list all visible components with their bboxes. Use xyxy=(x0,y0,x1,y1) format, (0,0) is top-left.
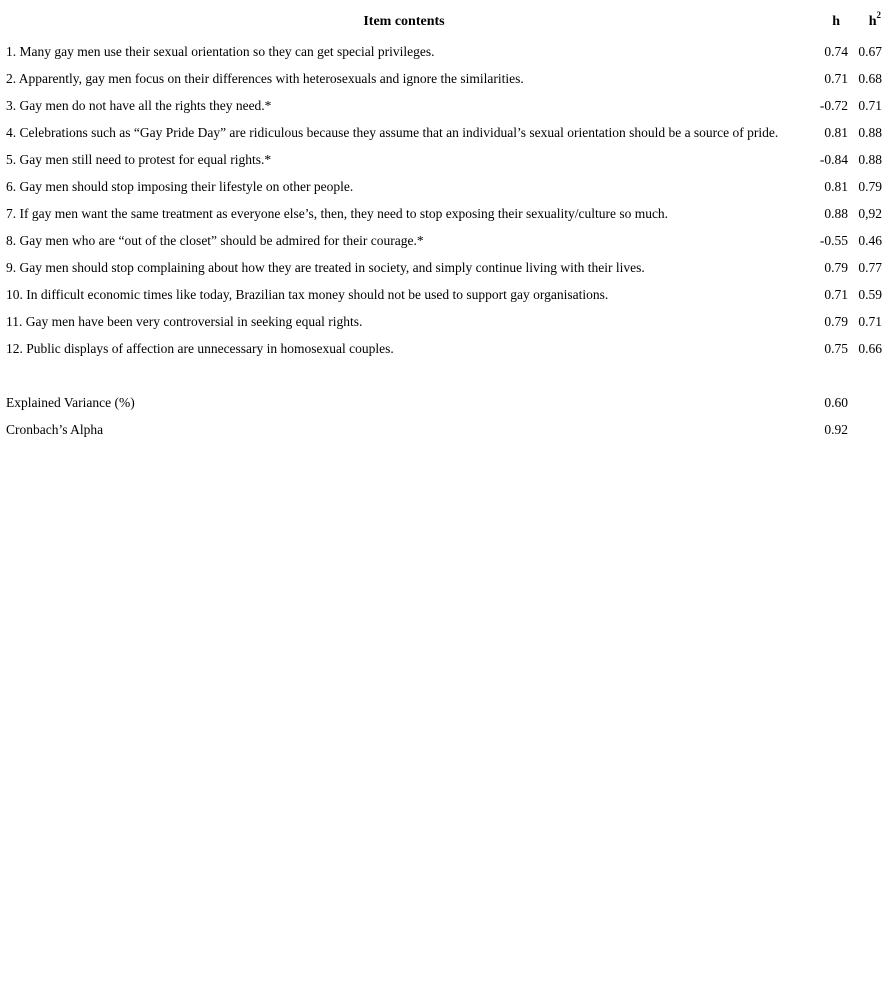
item-h2-value: 0.88 xyxy=(858,152,882,167)
item-text: 2. Apparently, gay men focus on their differences with heterosexuals and ignore the similarities. xyxy=(6,71,524,86)
item-h2-value: 0.77 xyxy=(858,260,882,275)
item-text: 1. Many gay men use their sexual orientation so they can get special privileges. xyxy=(6,44,435,59)
item-h-value: 0.81 xyxy=(824,179,848,194)
item-text: 9. Gay men should stop complaining about how they are treated in society, and simply continue living with their lives. xyxy=(6,260,645,275)
table-row xyxy=(6,92,882,119)
item-h-value: 0.71 xyxy=(824,71,848,86)
item-text: 7. If gay men want the same treatment as everyone else’s, then, they need to stop exposing their sexuality/culture so much. xyxy=(6,206,669,221)
h-column-header xyxy=(802,8,848,38)
item-h2-value: 0.71 xyxy=(858,314,882,329)
item-text: 12. Public displays of affection are unnecessary in homosexual couples. xyxy=(6,341,394,356)
table-row xyxy=(6,200,882,227)
item-contents-column-header: Item contents xyxy=(363,14,445,29)
stat-value: 0.60 xyxy=(824,395,848,410)
item-h2-value: 0.79 xyxy=(858,179,882,194)
item-h-value: -0.55 xyxy=(819,233,848,248)
item-h2-value: 0,92 xyxy=(858,206,882,221)
table-row xyxy=(6,308,882,335)
stat-label: Cronbach’s Alpha xyxy=(6,422,104,437)
item-h-value: 0.88 xyxy=(824,206,848,221)
item-text: 3. Gay men do not have all the rights they need.* xyxy=(6,98,272,113)
item-h-value: 0.74 xyxy=(824,44,848,59)
stat-label: Explained Variance (%) xyxy=(6,395,135,410)
table-row xyxy=(6,119,882,146)
h-squared-superscript: 2 xyxy=(876,10,881,21)
item-h-value: -0.72 xyxy=(819,98,848,113)
item-h-value: 0.81 xyxy=(824,125,848,140)
table-row xyxy=(6,38,882,65)
item-h-value: 0.71 xyxy=(824,287,848,302)
stat-row xyxy=(6,416,882,443)
item-h2-value: 0.59 xyxy=(858,287,882,302)
table-row xyxy=(6,281,882,308)
h-squared-base-label: h xyxy=(868,14,877,29)
table-row xyxy=(6,254,882,281)
stat-empty-cell xyxy=(848,416,882,443)
item-h2-value: 0.68 xyxy=(858,71,882,86)
table-row xyxy=(6,173,882,200)
table-row xyxy=(6,65,882,92)
item-text: 5. Gay men still need to protest for equal rights.* xyxy=(6,152,272,167)
item-h2-value: 0.66 xyxy=(858,341,882,356)
stat-value: 0.92 xyxy=(824,422,848,437)
table-row xyxy=(6,227,882,254)
item-h-value: -0.84 xyxy=(819,152,848,167)
stat-row xyxy=(6,389,882,416)
h-header-label: h xyxy=(832,14,840,29)
item-h2-value: 0.67 xyxy=(858,44,882,59)
h-squared-column-header xyxy=(848,8,882,38)
item-text: 6. Gay men should stop imposing their lifestyle on other people. xyxy=(6,179,354,194)
item-text: 4. Celebrations such as “Gay Pride Day” are ridiculous because they assume that an individual’s sexual orientation should be a source of pride. xyxy=(6,125,779,140)
table-row xyxy=(6,146,882,173)
item-h-value: 0.75 xyxy=(824,341,848,356)
blank-spacer-row xyxy=(6,362,882,389)
item-text: 11. Gay men have been very controversial in seeking equal rights. xyxy=(6,314,363,329)
item-h2-value: 0.88 xyxy=(858,125,882,140)
item-h2-value: 0.71 xyxy=(858,98,882,113)
paper-page xyxy=(0,0,894,443)
item-text: 10. In difficult economic times like today, Brazilian tax money should not be used to support gay organisations. xyxy=(6,287,609,302)
item-h-value: 0.79 xyxy=(824,260,848,275)
item-text: 8. Gay men who are “out of the closet” should be admired for their courage.* xyxy=(6,233,424,248)
item-h-value: 0.79 xyxy=(824,314,848,329)
factor-loadings-table xyxy=(6,8,882,443)
stat-empty-cell xyxy=(848,389,882,416)
table-row xyxy=(6,335,882,362)
item-h2-value: 0.46 xyxy=(858,233,882,248)
table-header-row xyxy=(6,8,882,38)
